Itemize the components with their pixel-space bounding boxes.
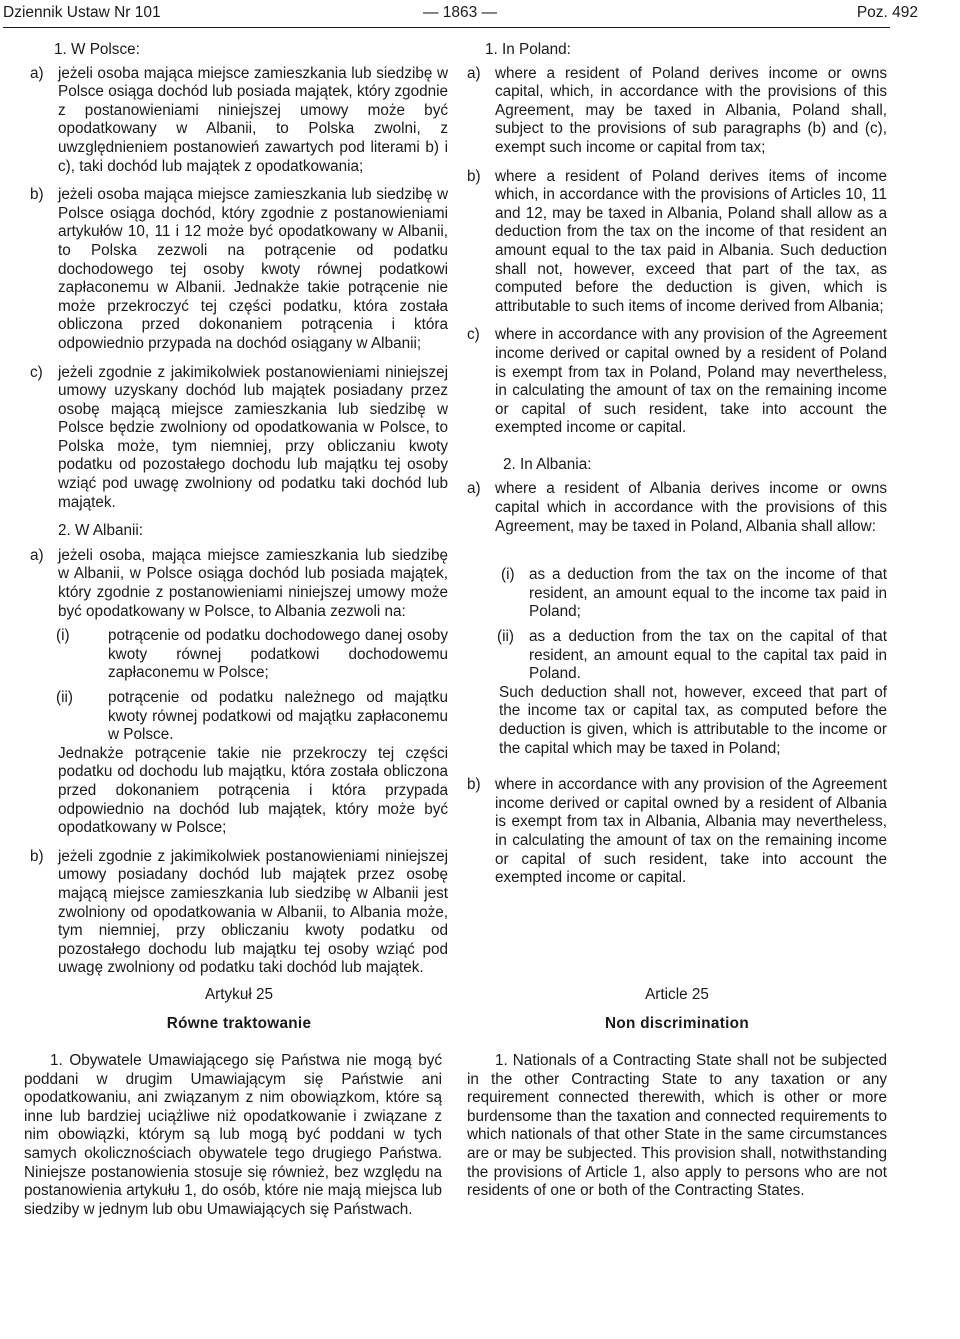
en-para1-c (467, 326, 887, 438)
journal-title: Dziennik Ustaw Nr 101 (3, 4, 161, 21)
en-para1-a-text: where a resident of Poland derives income or owns capital, which, in accordance with the provisions of this Agreement, may be taxed in Albania, Poland shall, subject to the provisions of sub paragraphs (b) and (c), exempt such income or capital from tax; (495, 64, 887, 156)
en-para1-a-label: a) (467, 64, 481, 82)
pl-para1-a-text: jeżeli osoba mająca miejsce zamieszkania lub siedzibę w Polsce osiąga dochód lub posiada majątek, który zgodnie z postanowieniami niniejszej umowy może być opodatkowany w Albanii, to Polska zwolni, z uwzględnieniem postanowień zawartych pod literami b) i c), taki dochód lub majątek z opodatkowania; (58, 64, 448, 175)
en-para2-b-label: b) (467, 776, 481, 794)
pl-para2-a-ii-text: potrącenie od podatku należnego od majątku kwoty równej podatkowi od majątku zapłaconemu w Polsce. (108, 689, 448, 744)
en-para1-b (467, 168, 887, 317)
pl-para1-c (30, 364, 448, 513)
en-para2-a-label: a) (467, 480, 481, 498)
pl-para2-b (30, 848, 448, 978)
en-para2-a-i-text: as a deduction from the tax on the income of that resident, an amount equal to the income tax paid in Poland; (529, 566, 887, 621)
en-para2-a-tail: Such deduction shall not, however, exceed that part of the income tax or capital tax, as computed before the deduction is given, which is attributable to the income or the capital which may be taxed in Poland; (499, 683, 887, 757)
pl-para2-a-text: jeżeli osoba, mająca miejsce zamieszkania lub siedzibę w Albanii, w Polsce osiąga dochód lub posiada majątek, który zgodnie z postanowieniami niniejszej umowy może być opodatkowany w Polsce, to Albania zezwoli na: (58, 546, 448, 620)
en-article-text: 1. Nationals of a Contracting State shall not be subjected in the other Contracting State to any taxation or any requirement connected therewith, which is other or more burdensome than the taxation and connected requirements to which nationals of that other State in the same circumstances are or may be subjected. This provision shall, notwithstanding the provisions of Article 1, also apply to persons who are not residents of one or both of the Contracting States. (467, 1052, 887, 1200)
pl-article-text: 1. Obywatele Umawiającego się Państwa nie mogą być poddani w drugim Umawiającym się Państwie ani opodatkowaniu, ani związanym z nim obowiązkom, które są inne lub bardziej uciążliwe niż opodatkowanie i związane z nim obowiązki, którym są lub mogą być poddani w tych samych okolicznościach obywatele tego drugiego Państwa. Niniejsze postanowienia stosuje się również, bez względu na postanowienia artykułu 1, do osób, które nie mają miejsca lub siedziby w jednym lub obu Umawiających się Państwach. (24, 1052, 442, 1218)
en-para2-a-i (467, 566, 887, 622)
en-article-number: Article 25 (645, 986, 709, 1003)
pl-para1-a-label: a) (30, 64, 44, 82)
pl-para1-c-text: jeżeli zgodnie z jakimikolwiek postanowieniami niniejszej umowy uzyskany dochód lub majątek posiadany przez osobę mającą miejsce zamieszkania lub siedzibę w Polsce będzie zwolniony od opodatkowania w Polsce, to Polska może, tym niemniej, przy obliczaniu kwoty podatku od pozostałego dochodu lub majątku tej osoby wziąć pod uwagę zwolniony od podatku taki dochód lub majątek. (58, 363, 448, 511)
polish-column (30, 41, 448, 978)
en-para2-b (467, 776, 887, 888)
en-para1-b-text: where a resident of Poland derives items of income which, in accordance with the provisions of Articles 10, 11 and 12, may be taxed in Albania, Poland shall allow as a deduction from the tax on the income of that resident an amount equal to the tax paid in Albania. Such deduction shall not, however, exceed that part of the tax, as computed before the deduction is given, which is attributable to such items of income derived from Albania; (495, 167, 887, 315)
en-para2-a-text: where a resident of Albania derives income or owns capital which in accordance with the provisions of this Agreement, may be taxed in Poland, Albania shall allow: (495, 480, 887, 535)
pl-para2-b-label: b) (30, 847, 44, 865)
en-para2-a (467, 480, 887, 536)
pl-para2-a (30, 547, 448, 621)
pl-para2-a-ii (30, 689, 448, 745)
pl-para2-a-i-text: potrącenie od podatku dochodowego danej osoby kwoty równej podatkowi dochodowemu zapłaconemu w Polsce; (108, 627, 448, 682)
item-number: Poz. 492 (856, 4, 918, 21)
en-para2-a-ii (467, 628, 887, 684)
en-para1-a (467, 65, 887, 158)
english-column (467, 41, 887, 888)
en-para2-a-i-label: (i) (501, 566, 515, 584)
en-para2-a-ii-text: as a deduction from the tax on the capital of that resident, an amount equal to the capital tax paid in Poland. (529, 628, 887, 683)
pl-article-number: Artykuł 25 (204, 986, 273, 1003)
pl-para2-a-label: a) (30, 546, 44, 564)
pl-para1-heading: 1. W Polsce: (54, 41, 140, 58)
pl-para2-a-i (30, 627, 448, 683)
pl-para2-a-i-label: (i) (56, 627, 70, 645)
pl-para1-b-text: jeżeli osoba mająca miejsce zamieszkania lub siedzibę w Polsce osiąga dochód, który zgodnie z postanowieniami artykułów 10, 11 i 12 może być opodatkowany w Albanii, to Polska zezwoli na potrącenie od podatku dochodowego tej osoby kwoty równej podatkowi zapłaconemu w Albanii. Jednakże takie potrącenie nie może przekroczyć tej części podatku, która została obliczona przed dokonaniem potrącenia i która odpowiednio przypada na dochód osiągany w Albanii; (58, 186, 448, 352)
en-para1-heading: 1. In Poland: (485, 41, 571, 58)
pl-para2-a-tail: Jednakże potrącenie takie nie przekroczy tej części podatku od dochodu lub majątku, która została obliczona przed dokonaniem potrącenia i która przypada odpowiednio na dochód lub majątek, który może być opodatkowany w Polsce; (58, 744, 448, 837)
pl-article-title: Równe traktowanie (166, 1015, 312, 1032)
pl-para2-b-text: jeżeli zgodnie z jakimikolwiek postanowieniami niniejszej umowy posiadany dochód lub majątek przez osobę mającą miejsce zamieszkania lub siedzibę w Albanii jest zwolniony od opodatkowania w Albanii, to Albania może, tym niemniej, przy obliczaniu kwoty podatku od pozostałego dochodu lub majątku tej osoby wziąć pod uwagę zwolniony od podatku taki dochód lub majątek. (58, 847, 448, 977)
en-para2-heading: 2. In Albania: (503, 455, 592, 473)
en-article-title: Non discrimination (605, 1015, 749, 1032)
en-para1-c-text: where in accordance with any provision of the Agreement income derived or capital owned by a resident of Poland is exempt from tax in Poland, Poland may nevertheless, in calculating the amount of tax on the remaining income or capital of such resident, take into account the exempted income or capital. (495, 326, 887, 437)
page-number: — 1863 — (422, 4, 498, 21)
pl-para1-a (30, 65, 448, 177)
en-para1-b-label: b) (467, 167, 481, 185)
header-rule (3, 27, 890, 28)
pl-para2-heading: 2. W Albanii: (58, 522, 144, 540)
pl-para2-a-ii-label: (ii) (56, 689, 73, 706)
pl-para1-b (30, 186, 448, 353)
en-para1-c-label: c) (467, 326, 480, 344)
pl-para1-b-label: b) (30, 186, 44, 204)
en-para2-a-ii-label: (ii) (497, 628, 514, 646)
pl-para1-c-label: c) (30, 363, 43, 381)
page-header (0, 4, 960, 28)
en-para2-b-text: where in accordance with any provision of the Agreement income derived or capital owned by a resident of Albania is exempt from tax in Albania, Albania may nevertheless, in calculating the amount of tax on the remaining income or capital of such resident, take into account the exempted income or capital. (495, 776, 887, 887)
